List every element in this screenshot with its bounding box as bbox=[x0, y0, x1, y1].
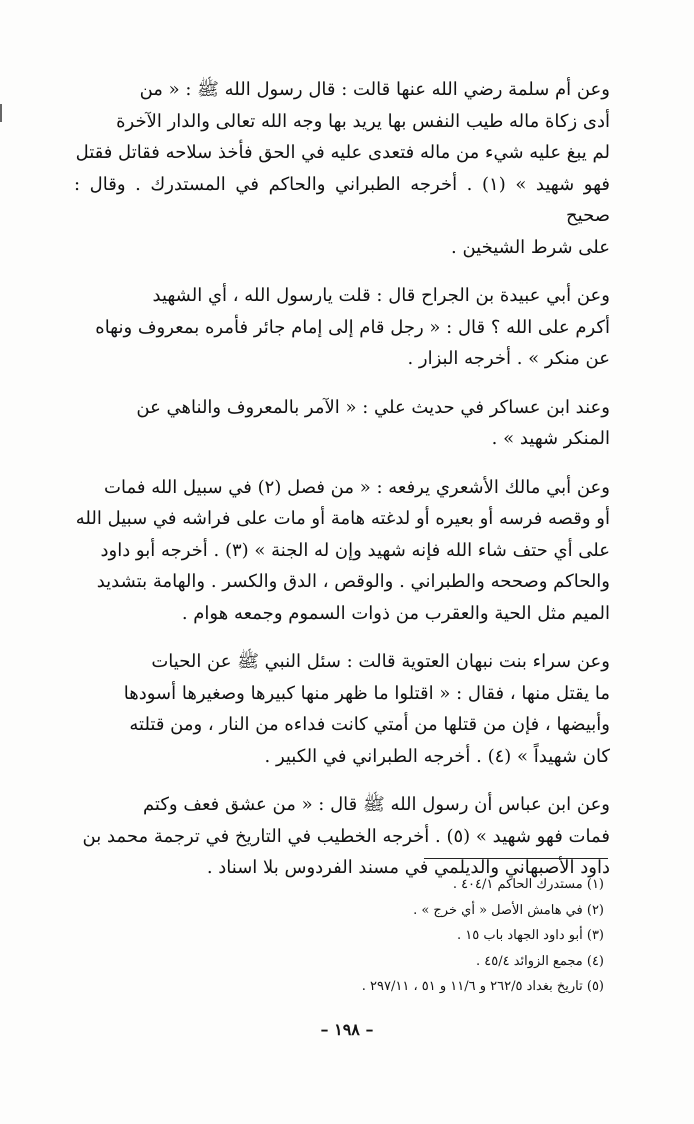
text-line: على أي حتف شاء الله فإنه شهيد وإن له الجنة » (٣) . أخرجه أبو داود bbox=[100, 539, 610, 561]
text-line: وعن أبي عبيدة بن الجراح قال : قلت يارسول الله ، أي الشهيد bbox=[152, 285, 610, 306]
footnote-3: (٣) أبو داود الجهاد باب ١٥ . bbox=[457, 928, 604, 943]
text-line: لم يبغ عليه شيء من ماله فتعدى عليه في الحق فأخذ سلاحه فقاتل فقتل bbox=[75, 142, 610, 163]
main-text bbox=[74, 74, 610, 901]
text-line: أدى زكاة ماله طيب النفس بها يريد بها وجه الله تعالى والدار الآخرة bbox=[116, 110, 610, 132]
text-line: وعند ابن عساكر في حديث علي : « الآمر بالمعروف والناهي عن bbox=[136, 396, 610, 418]
text-line: فمات فهو شهيد » (٥) . أخرجه الخطيب في التاريخ في ترجمة محمد بن bbox=[82, 825, 610, 847]
text-line: وعن أم سلمة رضي الله عنها قالت : قال رسول الله ﷺ : « من bbox=[139, 79, 610, 100]
footnote-1: (١) مستدرك الحاكم ٤٠٤/١ . bbox=[452, 877, 604, 892]
paragraph-ibn-abbas bbox=[74, 789, 610, 884]
footnote-2: (٢) في هامش الأصل « أي خرج » . bbox=[413, 902, 604, 918]
footnote-divider bbox=[424, 858, 608, 859]
scan-mark bbox=[0, 104, 2, 122]
text-line: كان شهيداً » (٤) . أخرجه الطبراني في الكبير . bbox=[264, 745, 610, 767]
paragraph-umm-salama bbox=[74, 74, 610, 263]
text-line: داود الأصبهاني والديلمي في مسند الفردوس بلا اسناد . bbox=[206, 857, 610, 878]
footnotes bbox=[224, 872, 604, 1000]
paragraph-sarra bbox=[74, 646, 610, 772]
paragraph-abu-ubayda bbox=[74, 280, 610, 375]
text-line: وعن سراء بنت نبهان العتوية قالت : سئل النبي ﷺ عن الحيات bbox=[151, 651, 610, 672]
text-line: على شرط الشيخين . bbox=[451, 236, 610, 258]
text-line: والحاكم وصححه والطبراني . والوقص ، الدق والكسر . والهامة بتشديد bbox=[96, 571, 610, 592]
text-line: ما يقتل منها ، فقال : « اقتلوا ما ظهر منها كبيرها وصغيرها أسودها bbox=[123, 682, 610, 704]
text-line: أكرم على الله ؟ قال : « رجل قام إلى إمام جائر فأمره بمعروف ونهاه bbox=[95, 316, 610, 338]
footnote-5: (٥) تاريخ بغداد ٢٦٢/٥ و ١١/٦ و ٥١ ، ٢٩٧/١١ . bbox=[361, 979, 604, 994]
text-line: فهو شهيد » (١) . أخرجه الطبراني والحاكم في المستدرك . وقال : صحيح bbox=[74, 173, 610, 226]
text-line: عن منكر » . أخرجه البزار . bbox=[407, 348, 610, 369]
page-number: – ١٩٨ – bbox=[320, 1020, 374, 1039]
text-line: وعن ابن عباس أن رسول الله ﷺ قال : « من عشق فعف وكتم bbox=[142, 794, 610, 815]
text-line: وأبيضها ، فإن من قتلها من أمتي كانت فداءه من النار ، ومن قتلته bbox=[129, 714, 610, 735]
text-line: أو وقصه فرسه أو بعيره أو لدغته هامة أو مات على فراشه في سبيل الله bbox=[75, 508, 610, 529]
text-line: الميم مثل الحية والعقرب من ذوات السموم وجمعه هوام . bbox=[181, 602, 610, 624]
paragraph-abu-malik bbox=[74, 472, 610, 630]
footnote-4: (٤) مجمع الزوائد ٤٥/٤ . bbox=[476, 953, 604, 969]
text-line: المنكر شهيد » . bbox=[491, 428, 610, 449]
paragraph-ibn-asakir bbox=[74, 392, 610, 455]
text-line: وعن أبي مالك الأشعري يرفعه : « من فصل (٢) في سبيل الله فمات bbox=[104, 476, 610, 498]
